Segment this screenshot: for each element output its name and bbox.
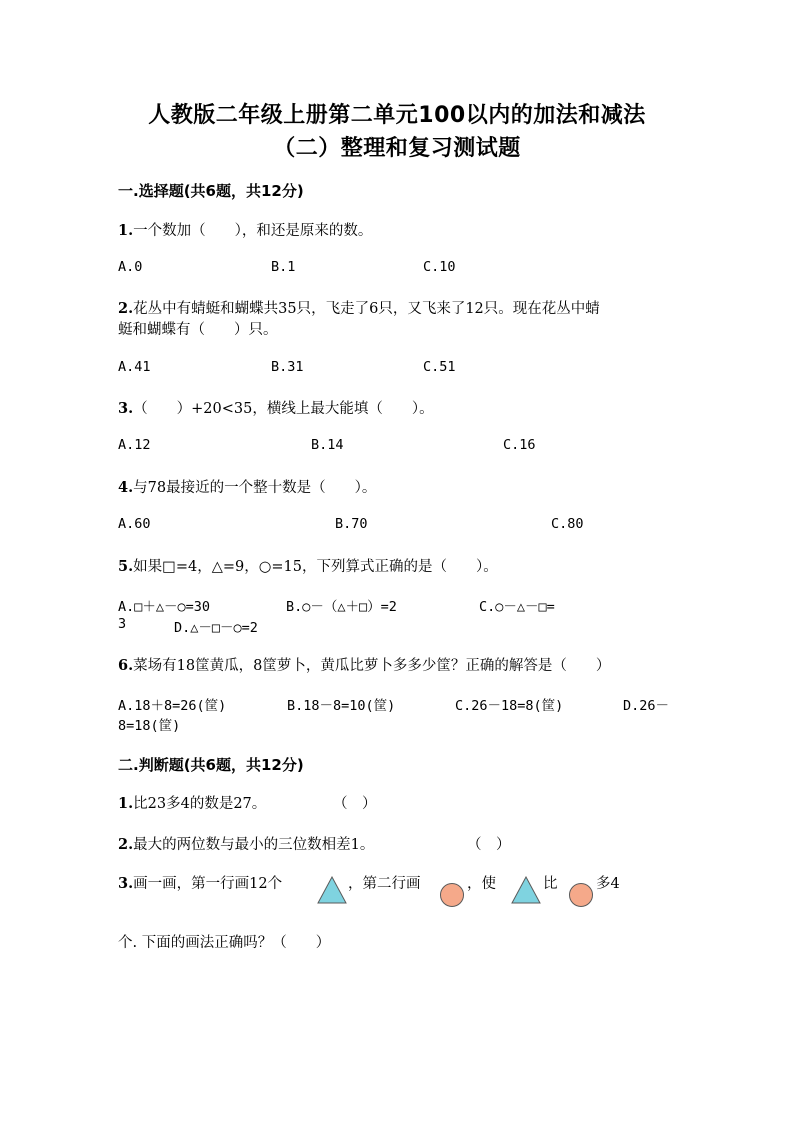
question-2-line2: 蜓和蝴蝶有（ ）只。: [118, 322, 278, 338]
circle-icon: [568, 882, 594, 908]
question-text: 与78最接近的一个整十数是（ ）。: [133, 480, 377, 496]
question-text: 比23多4的数是27。: [133, 796, 267, 812]
question-6: [118, 654, 610, 675]
option-d-continued: 8=18(筐): [118, 718, 181, 734]
judge-question-2: [118, 833, 374, 854]
option-a[interactable]: A.18＋8=26(筐): [118, 698, 227, 714]
question-4: [118, 476, 376, 497]
answer-parentheses[interactable]: （ ）: [333, 796, 377, 812]
option-a[interactable]: A.41: [118, 359, 151, 375]
option-c[interactable]: C.10: [423, 259, 456, 275]
question-text-part4: 比: [543, 876, 558, 892]
triangle-icon: [511, 876, 541, 904]
option-c[interactable]: C.16: [503, 437, 536, 453]
question-number: 4.: [118, 479, 134, 496]
option-b[interactable]: B.18－8=10(筐): [287, 698, 396, 714]
page-title-line2: （二）整理和复习测试题: [273, 136, 521, 161]
question-text: 菜场有18筐黄瓜，8筐萝卜，黄瓜比萝卜多多少筐？正确的解答是（ ）: [133, 658, 611, 674]
section-heading-judge: 二.判断题(共6题，共12分): [118, 756, 304, 774]
question-number: 6.: [118, 657, 134, 674]
section-heading-choice: 一.选择题(共6题，共12分): [118, 182, 304, 200]
question-text-line1: 花丛中有蜻蜓和蝴蝶共35只，飞走了6只，又飞来了12只。现在花丛中蜻: [133, 301, 600, 317]
judge-question-1: [118, 792, 266, 813]
option-c-continued: 3: [118, 616, 127, 632]
question-text: 一个数加（ ），和还是原来的数。: [133, 223, 373, 239]
option-b[interactable]: B.31: [271, 359, 304, 375]
judge-question-3: [118, 872, 282, 893]
option-b[interactable]: B.14: [311, 437, 344, 453]
option-c[interactable]: C.80: [551, 516, 584, 532]
option-a[interactable]: A.0: [118, 259, 143, 275]
question-text-part1: 画一画，第一行画12个: [133, 876, 283, 892]
page-title-line1: 人教版二年级上册第二单元100以内的加法和减法: [148, 103, 646, 128]
option-c[interactable]: C.51: [423, 359, 456, 375]
question-text: 最大的两位数与最小的三位数相差1。: [133, 837, 375, 853]
option-a[interactable]: A.12: [118, 437, 151, 453]
question-1: [118, 219, 372, 240]
question-text-part5: 多4: [596, 876, 620, 892]
option-d[interactable]: D.△－□－○=2: [174, 620, 258, 636]
answer-parentheses[interactable]: （ ）: [467, 837, 511, 853]
option-a[interactable]: A.60: [118, 516, 151, 532]
question-number: 3.: [118, 875, 134, 892]
question-number: 2.: [118, 836, 134, 853]
question-3: [118, 397, 434, 418]
question-number: 1.: [118, 222, 134, 239]
question-text: （ ）+20<35，横线上最大能填（ ）。: [133, 401, 434, 417]
question-number: 3.: [118, 400, 134, 417]
question-text: 如果□=4，△=9，○=15，下列算式正确的是（ ）。: [133, 559, 498, 575]
question-5: [118, 555, 498, 576]
question-number: 1.: [118, 795, 134, 812]
option-b[interactable]: B.70: [335, 516, 368, 532]
option-c[interactable]: C.26－18=8(筐): [455, 698, 564, 714]
question-number: 5.: [118, 558, 134, 575]
option-d[interactable]: D.26－: [623, 698, 670, 714]
option-b[interactable]: B.1: [271, 259, 296, 275]
question-text-part3: ，使: [467, 876, 496, 892]
triangle-icon: [317, 876, 347, 904]
question-2: [118, 297, 600, 318]
question-text-part2: ，第二行画: [348, 876, 421, 892]
question-number: 2.: [118, 300, 134, 317]
option-b[interactable]: B.○－（△＋□）=2: [286, 599, 397, 615]
circle-icon: [439, 882, 465, 908]
question-text-line2: 个. 下面的画法正确吗？（ ）: [118, 935, 331, 951]
option-c[interactable]: C.○－△－□=: [479, 599, 555, 615]
option-a[interactable]: A.□＋△－○=30: [118, 599, 211, 615]
